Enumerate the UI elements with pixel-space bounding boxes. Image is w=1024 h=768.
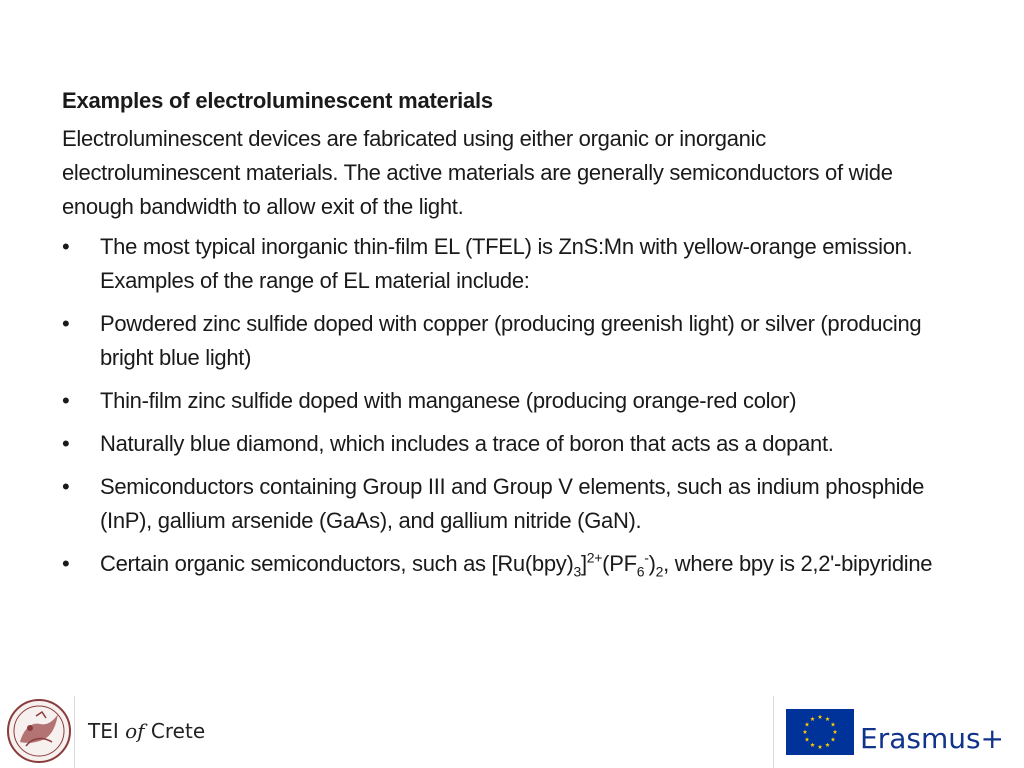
tei-crete-logo-text: [88, 719, 205, 743]
intro-paragraph: Electroluminescent devices are fabricated using either organic or inorganic electroluminescent materials. The active materials are generally semiconductors of wide enough bandwidth to allow exit of the light.: [62, 126, 893, 219]
erasmus-logo-text: Erasmus+: [860, 722, 1005, 755]
bullet-item: [62, 230, 942, 298]
formula-text: Certain organic semiconductors, such as [Ru(bpy): [100, 551, 574, 576]
tei-prefix: TEI: [88, 719, 126, 743]
slide-heading: Examples of electroluminescent materials: [62, 88, 493, 113]
slide-footer: [0, 692, 1024, 768]
bullet-marker: •: [62, 234, 70, 259]
bullet-marker: •: [62, 388, 70, 413]
bullet-marker: •: [62, 431, 70, 456]
bullet-item: [62, 384, 942, 418]
formula-text: , where bpy is 2,2'-bipyridine: [663, 551, 933, 576]
formula-text: ): [648, 551, 656, 576]
tei-suffix: Crete: [144, 719, 206, 743]
bullet-text: Powdered zinc sulfide doped with copper (producing greenish light) or silver (producing bright blue light): [100, 311, 922, 370]
bullet-text: Semiconductors containing Group III and Group V elements, such as indium phosphide (InP), gallium arsenide (GaAs), and gallium nitride (GaN).: [100, 474, 925, 533]
bullet-marker: •: [62, 551, 70, 576]
tei-crete-crest-icon: [6, 698, 72, 764]
bullet-text: Thin-film zinc sulfide doped with manganese (producing orange-red color): [100, 388, 797, 413]
bullet-text: [100, 549, 933, 580]
slide-content: [62, 86, 942, 590]
bullet-item: [62, 307, 942, 375]
formula-text: (PF: [602, 551, 637, 576]
bullet-item: [62, 470, 942, 538]
formula-superscript: 2+: [586, 549, 603, 566]
bullet-item-organic: [62, 547, 942, 581]
formula-subscript: 6: [636, 563, 645, 580]
formula-subscript: 2: [655, 563, 664, 580]
formula-text: ]: [580, 551, 587, 576]
bullet-marker: •: [62, 474, 70, 499]
bullet-text: The most typical inorganic thin-film EL (TFEL) is ZnS:Mn with yellow-orange emission. Examples of the range of EL material include:: [100, 234, 913, 293]
bullet-text: Naturally blue diamond, which includes a trace of boron that acts as a dopant.: [100, 431, 834, 456]
footer-divider: [773, 696, 774, 768]
formula-subscript: 3: [573, 563, 581, 580]
tei-of: of: [125, 719, 145, 743]
bullet-list: [62, 230, 942, 581]
bullet-item: [62, 427, 942, 461]
bullet-marker: •: [62, 311, 70, 336]
eu-flag-icon: [786, 709, 854, 755]
formula-superscript: -: [644, 549, 649, 566]
footer-divider: [74, 696, 75, 768]
